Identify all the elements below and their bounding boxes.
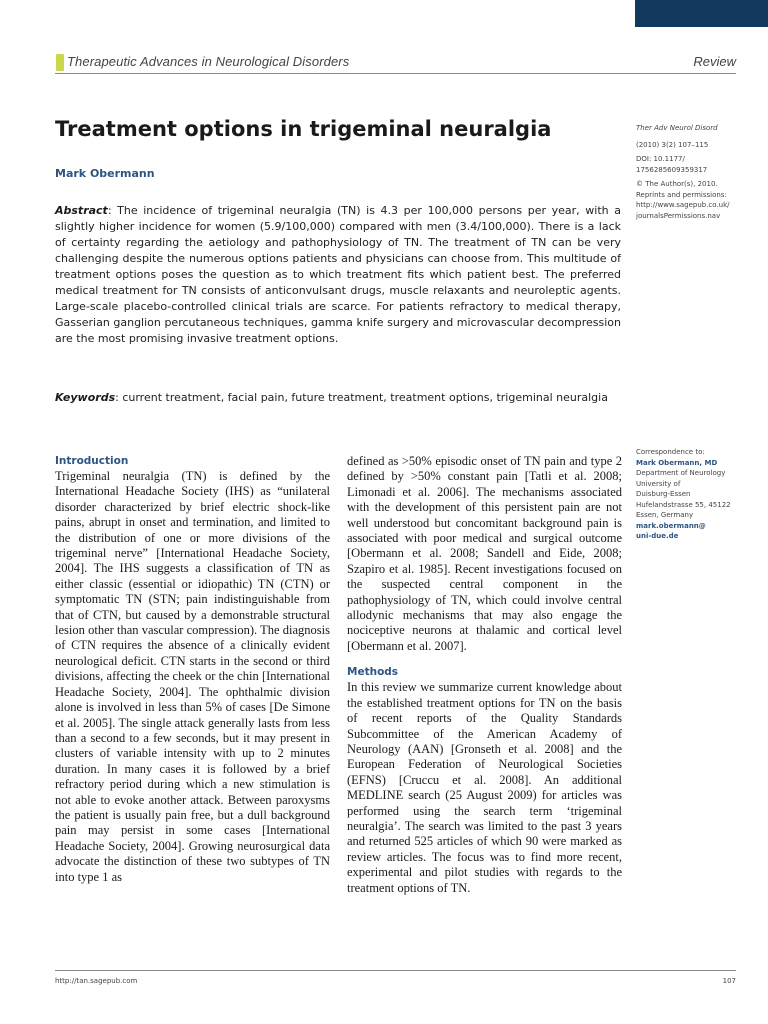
citation-sidebar xyxy=(636,123,768,221)
keywords xyxy=(55,390,621,406)
footer-divider xyxy=(55,970,736,971)
keywords-text: : current treatment, facial pain, future treatment, treatment options, trigeminal neuralgia xyxy=(115,391,608,404)
doi-value: 1756285609359317 xyxy=(636,165,708,174)
abstract xyxy=(55,203,621,347)
author-name: Mark Obermann xyxy=(55,167,155,180)
correspondence-department: Department of Neurology xyxy=(636,469,726,477)
reprints-url-line-2[interactable]: journalsPermissions.nav xyxy=(636,211,721,220)
correspondence-university-2: Duisburg-Essen xyxy=(636,490,691,498)
journal-name: Therapeutic Advances in Neurological Disorders xyxy=(67,54,350,69)
correspondence-street: Hufelandstrasse 55, 45122 xyxy=(636,500,731,509)
article-type-label: Review xyxy=(693,54,736,69)
doi-label: DOI: 10.1177/ xyxy=(636,155,685,163)
page-number: 107 xyxy=(722,977,736,985)
article-title: Treatment options in trigeminal neuralgia xyxy=(55,117,552,141)
methods-heading: Methods xyxy=(347,666,399,679)
journal-abbreviation: Ther Adv Neurol Disord xyxy=(636,124,718,132)
correspondence-city: Essen, Germany xyxy=(636,511,694,519)
header-accent-bar xyxy=(56,54,64,71)
correspondence-label: Correspondence to: xyxy=(636,448,705,456)
reprints-label: Reprints and permissions: xyxy=(636,190,727,199)
reprints-url-line-1[interactable]: http://www.sagepub.co.uk/ xyxy=(636,201,730,209)
body-column-left xyxy=(55,454,330,885)
copyright: © The Author(s), 2010. xyxy=(636,180,718,188)
abstract-label: Abstract xyxy=(55,204,108,217)
introduction-text: Trigeminal neuralgia (TN) is defined by the International Headache Society (IHS) as “unilateral disorder characterized by brief electric shock-like pains, abrupt in onset and termination, and limited to the distribution of one or more divisions of the trigeminal nerve” [International Headache Society, 2004]. The IHS suggests a classification of TN as either classic (essential or idiopathic) TN (CTN) or symptomatic TN (STN; pain indistinguishable from that of CTN, but caused by a demonstrable structural lesion other than vascular compression). The diagnosis of CTN requires the absence of a clinically evident neurological deficit. CTN starts in the second or third divisions, affecting the cheek or the chin [International Headache Society, 2004]. The ophthalmic division alone is involved in less than 5% of cases [De Simone et al. 2005]. The single attack generally lasts from less than a second to a few seconds, but it may present in clusters of variable intensity with up to 2 minutes duration. In many cases it is followed by a brief refractory period during which a new stimulation is not able to evoke another attack. Between paroxysms the patient is usually pain free, but a dull background pain may persist in some cases [International Headache Society, 2004]. Growing neurosurgical data advocate the distinction of these two subtypes of TN into type 1 as xyxy=(55,469,330,884)
keywords-label: Keywords xyxy=(55,391,116,404)
correspondence-university-1: University of xyxy=(636,479,681,488)
methods-text: In this review we summarize current knowledge about the established treatment options for TN on the basis of recent reports of the Quality Standards Subcommittee of the American Academy of Neurology (AAN) [Gronseth et al. 2008] and the European Federation of Neurological Societies (EFNS) [Cruccu et al. 2008]. An additional MEDLINE search (25 August 2009) for articles was performed using the search term ‘trigeminal neuralgia’. The search was limited to the past 3 years and returned 525 articles of which 90 were marked as review articles. The focus was to find more recent, experimental and pilot studies with regards to the treatment options of TN. xyxy=(347,680,622,895)
correspondence-email-1[interactable]: mark.obermann@ xyxy=(636,521,706,530)
running-header xyxy=(55,54,736,70)
introduction-heading: Introduction xyxy=(55,455,129,467)
body-column-right xyxy=(347,454,622,896)
correspondence-sidebar xyxy=(636,447,768,542)
footer-url[interactable]: http://tan.sagepub.com xyxy=(55,977,138,985)
volume-info: (2010) 3(2) 107–115 xyxy=(636,140,709,149)
corner-color-block xyxy=(635,0,768,27)
correspondence-email-2[interactable]: uni-due.de xyxy=(636,532,679,540)
header-divider xyxy=(55,73,736,74)
abstract-text: : The incidence of trigeminal neuralgia (TN) is 4.3 per 100,000 persons per year, with a slightly higher incidence for women (5.9/100,000) compared with men (3.4/100,000). There is a lack of certainty regarding the aetiology and pathophysiology of TN. The treatment of TN can be very challenging despite the numerous options patients and physicians can choose from. This multitude of treatment options poses the question as to which treatment fits which patient best. The preferred medical treatment for TN consists of anticonvulsant drugs, muscle relaxants and neuroleptic agents. Large-scale placebo-controlled clinical trials are scarce. For patients refractory to medical therapy, Gasserian ganglion percutaneous techniques, gamma knife surgery and microvascular decompression are the most promising invasive treatment options. xyxy=(55,204,621,345)
correspondence-name: Mark Obermann, MD xyxy=(636,458,718,467)
introduction-continued: defined as >50% episodic onset of TN pain and type 2 defined by >50% constant pain [Tatli et al. 2008; Limonadi et al. 2006]. The mechanisms associated with the development of this persistent pain are not well understood but concomitant background pain is associated with poor medical and surgical outcome [Obermann et al. 2008; Sandell and Eide, 2008; Szapiro et al. 1985]. Recent investigations focused on the suspected central component in the pathophysiology of TN, which could involve central allodynic mechanisms that may also engage the nociceptive neurons at thalamic and cortical level [Obermann et al. 2007]. xyxy=(347,454,622,653)
